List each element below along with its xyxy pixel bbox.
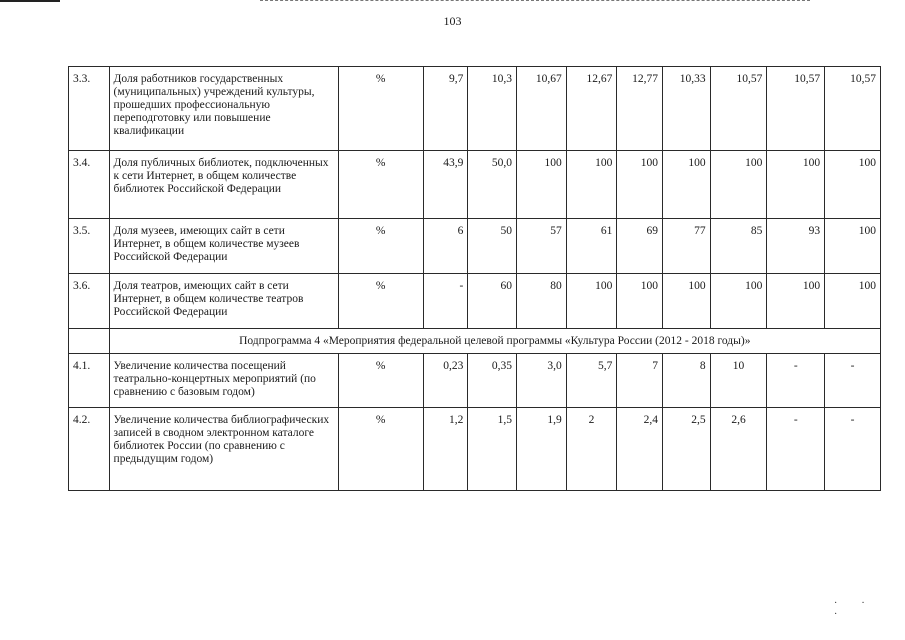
indicator-name: Увеличение количества библиографических записей в сводном электронном каталоге библиотек России (по сравнению с предыдущим годом) bbox=[109, 408, 338, 491]
value-cell: 9,7 bbox=[423, 67, 468, 151]
value-cell: - bbox=[825, 354, 881, 408]
value-cell: 77 bbox=[662, 219, 710, 274]
indicator-name: Доля театров, имеющих сайт в сети Интернет, в общем количестве театров Российской Федерации bbox=[109, 274, 338, 329]
value-cell: 100 bbox=[710, 151, 767, 219]
value-cell: 100 bbox=[617, 151, 663, 219]
value-cell: - bbox=[767, 408, 825, 491]
value-cell: 43,9 bbox=[423, 151, 468, 219]
table-row bbox=[69, 274, 881, 329]
value-cell: 100 bbox=[825, 274, 881, 329]
value-cell: 5,7 bbox=[566, 354, 617, 408]
value-cell: - bbox=[423, 274, 468, 329]
value-cell: 1,2 bbox=[423, 408, 468, 491]
value-cell: 85 bbox=[710, 219, 767, 274]
value-cell: 100 bbox=[617, 274, 663, 329]
value-cell: 2,4 bbox=[617, 408, 663, 491]
value-cell: 10,57 bbox=[767, 67, 825, 151]
top-rule-right bbox=[260, 0, 810, 1]
value-cell: 100 bbox=[566, 151, 617, 219]
scan-marks: ·· · bbox=[834, 598, 889, 620]
value-cell: 10,57 bbox=[710, 67, 767, 151]
unit-cell: % bbox=[338, 219, 423, 274]
value-cell: 61 bbox=[566, 219, 617, 274]
indicators-table bbox=[68, 66, 881, 491]
value-cell: - bbox=[767, 354, 825, 408]
value-cell: 50 bbox=[468, 219, 517, 274]
indicator-name: Доля музеев, имеющих сайт в сети Интернет, в общем количестве музеев Российской Федерации bbox=[109, 219, 338, 274]
indicator-name: Доля публичных библиотек, подключенных к сети Интернет, в общем количестве библиотек Российской Федерации bbox=[109, 151, 338, 219]
table-row bbox=[69, 67, 881, 151]
value-cell: 10,33 bbox=[662, 67, 710, 151]
table-row bbox=[69, 354, 881, 408]
value-cell: - bbox=[825, 408, 881, 491]
row-number: 3.4. bbox=[69, 151, 110, 219]
value-cell: 100 bbox=[662, 274, 710, 329]
value-cell: 100 bbox=[825, 151, 881, 219]
value-cell: 12,77 bbox=[617, 67, 663, 151]
page-number: 103 bbox=[443, 14, 462, 28]
value-cell: 60 bbox=[468, 274, 517, 329]
unit-cell: % bbox=[338, 354, 423, 408]
top-rule-left bbox=[0, 0, 60, 2]
value-cell: 12,67 bbox=[566, 67, 617, 151]
value-cell: 10 bbox=[710, 354, 767, 408]
empty-cell bbox=[69, 329, 110, 354]
indicator-name: Доля работников государственных (муниципальных) учреждений культуры, прошедших профессиональную переподготовку или повышение квалификации bbox=[109, 67, 338, 151]
value-cell: 0,35 bbox=[468, 354, 517, 408]
unit-cell: % bbox=[338, 408, 423, 491]
value-cell: 100 bbox=[825, 219, 881, 274]
table-row bbox=[69, 151, 881, 219]
row-number: 3.3. bbox=[69, 67, 110, 151]
value-cell: 10,57 bbox=[825, 67, 881, 151]
row-number: 3.5. bbox=[69, 219, 110, 274]
unit-cell: % bbox=[338, 151, 423, 219]
value-cell: 80 bbox=[517, 274, 567, 329]
row-number: 4.2. bbox=[69, 408, 110, 491]
value-cell: 2,5 bbox=[662, 408, 710, 491]
unit-cell: % bbox=[338, 274, 423, 329]
value-cell: 6 bbox=[423, 219, 468, 274]
value-cell: 8 bbox=[662, 354, 710, 408]
value-cell: 100 bbox=[662, 151, 710, 219]
value-cell: 50,0 bbox=[468, 151, 517, 219]
value-cell: 1,5 bbox=[468, 408, 517, 491]
value-cell: 100 bbox=[566, 274, 617, 329]
table-row bbox=[69, 219, 881, 274]
value-cell: 10,3 bbox=[468, 67, 517, 151]
unit-cell: % bbox=[338, 67, 423, 151]
indicator-name: Увеличение количества посещений театрально-концертных мероприятий (по сравнению с базовым годом) bbox=[109, 354, 338, 408]
value-cell: 69 bbox=[617, 219, 663, 274]
value-cell: 2,6 bbox=[710, 408, 767, 491]
value-cell: 57 bbox=[517, 219, 567, 274]
row-number: 4.1. bbox=[69, 354, 110, 408]
value-cell: 7 bbox=[617, 354, 663, 408]
value-cell: 100 bbox=[767, 151, 825, 219]
value-cell: 3,0 bbox=[517, 354, 567, 408]
value-cell: 100 bbox=[710, 274, 767, 329]
value-cell: 0,23 bbox=[423, 354, 468, 408]
value-cell: 100 bbox=[767, 274, 825, 329]
table-row bbox=[69, 408, 881, 491]
value-cell: 93 bbox=[767, 219, 825, 274]
value-cell: 2 bbox=[566, 408, 617, 491]
value-cell: 1,9 bbox=[517, 408, 567, 491]
subprogram-title: Подпрограмма 4 «Мероприятия федеральной целевой программы «Культура России (2012 - 2018 годы)» bbox=[109, 329, 880, 354]
subprogram-row bbox=[69, 329, 881, 354]
row-number: 3.6. bbox=[69, 274, 110, 329]
value-cell: 100 bbox=[517, 151, 567, 219]
value-cell: 10,67 bbox=[517, 67, 567, 151]
